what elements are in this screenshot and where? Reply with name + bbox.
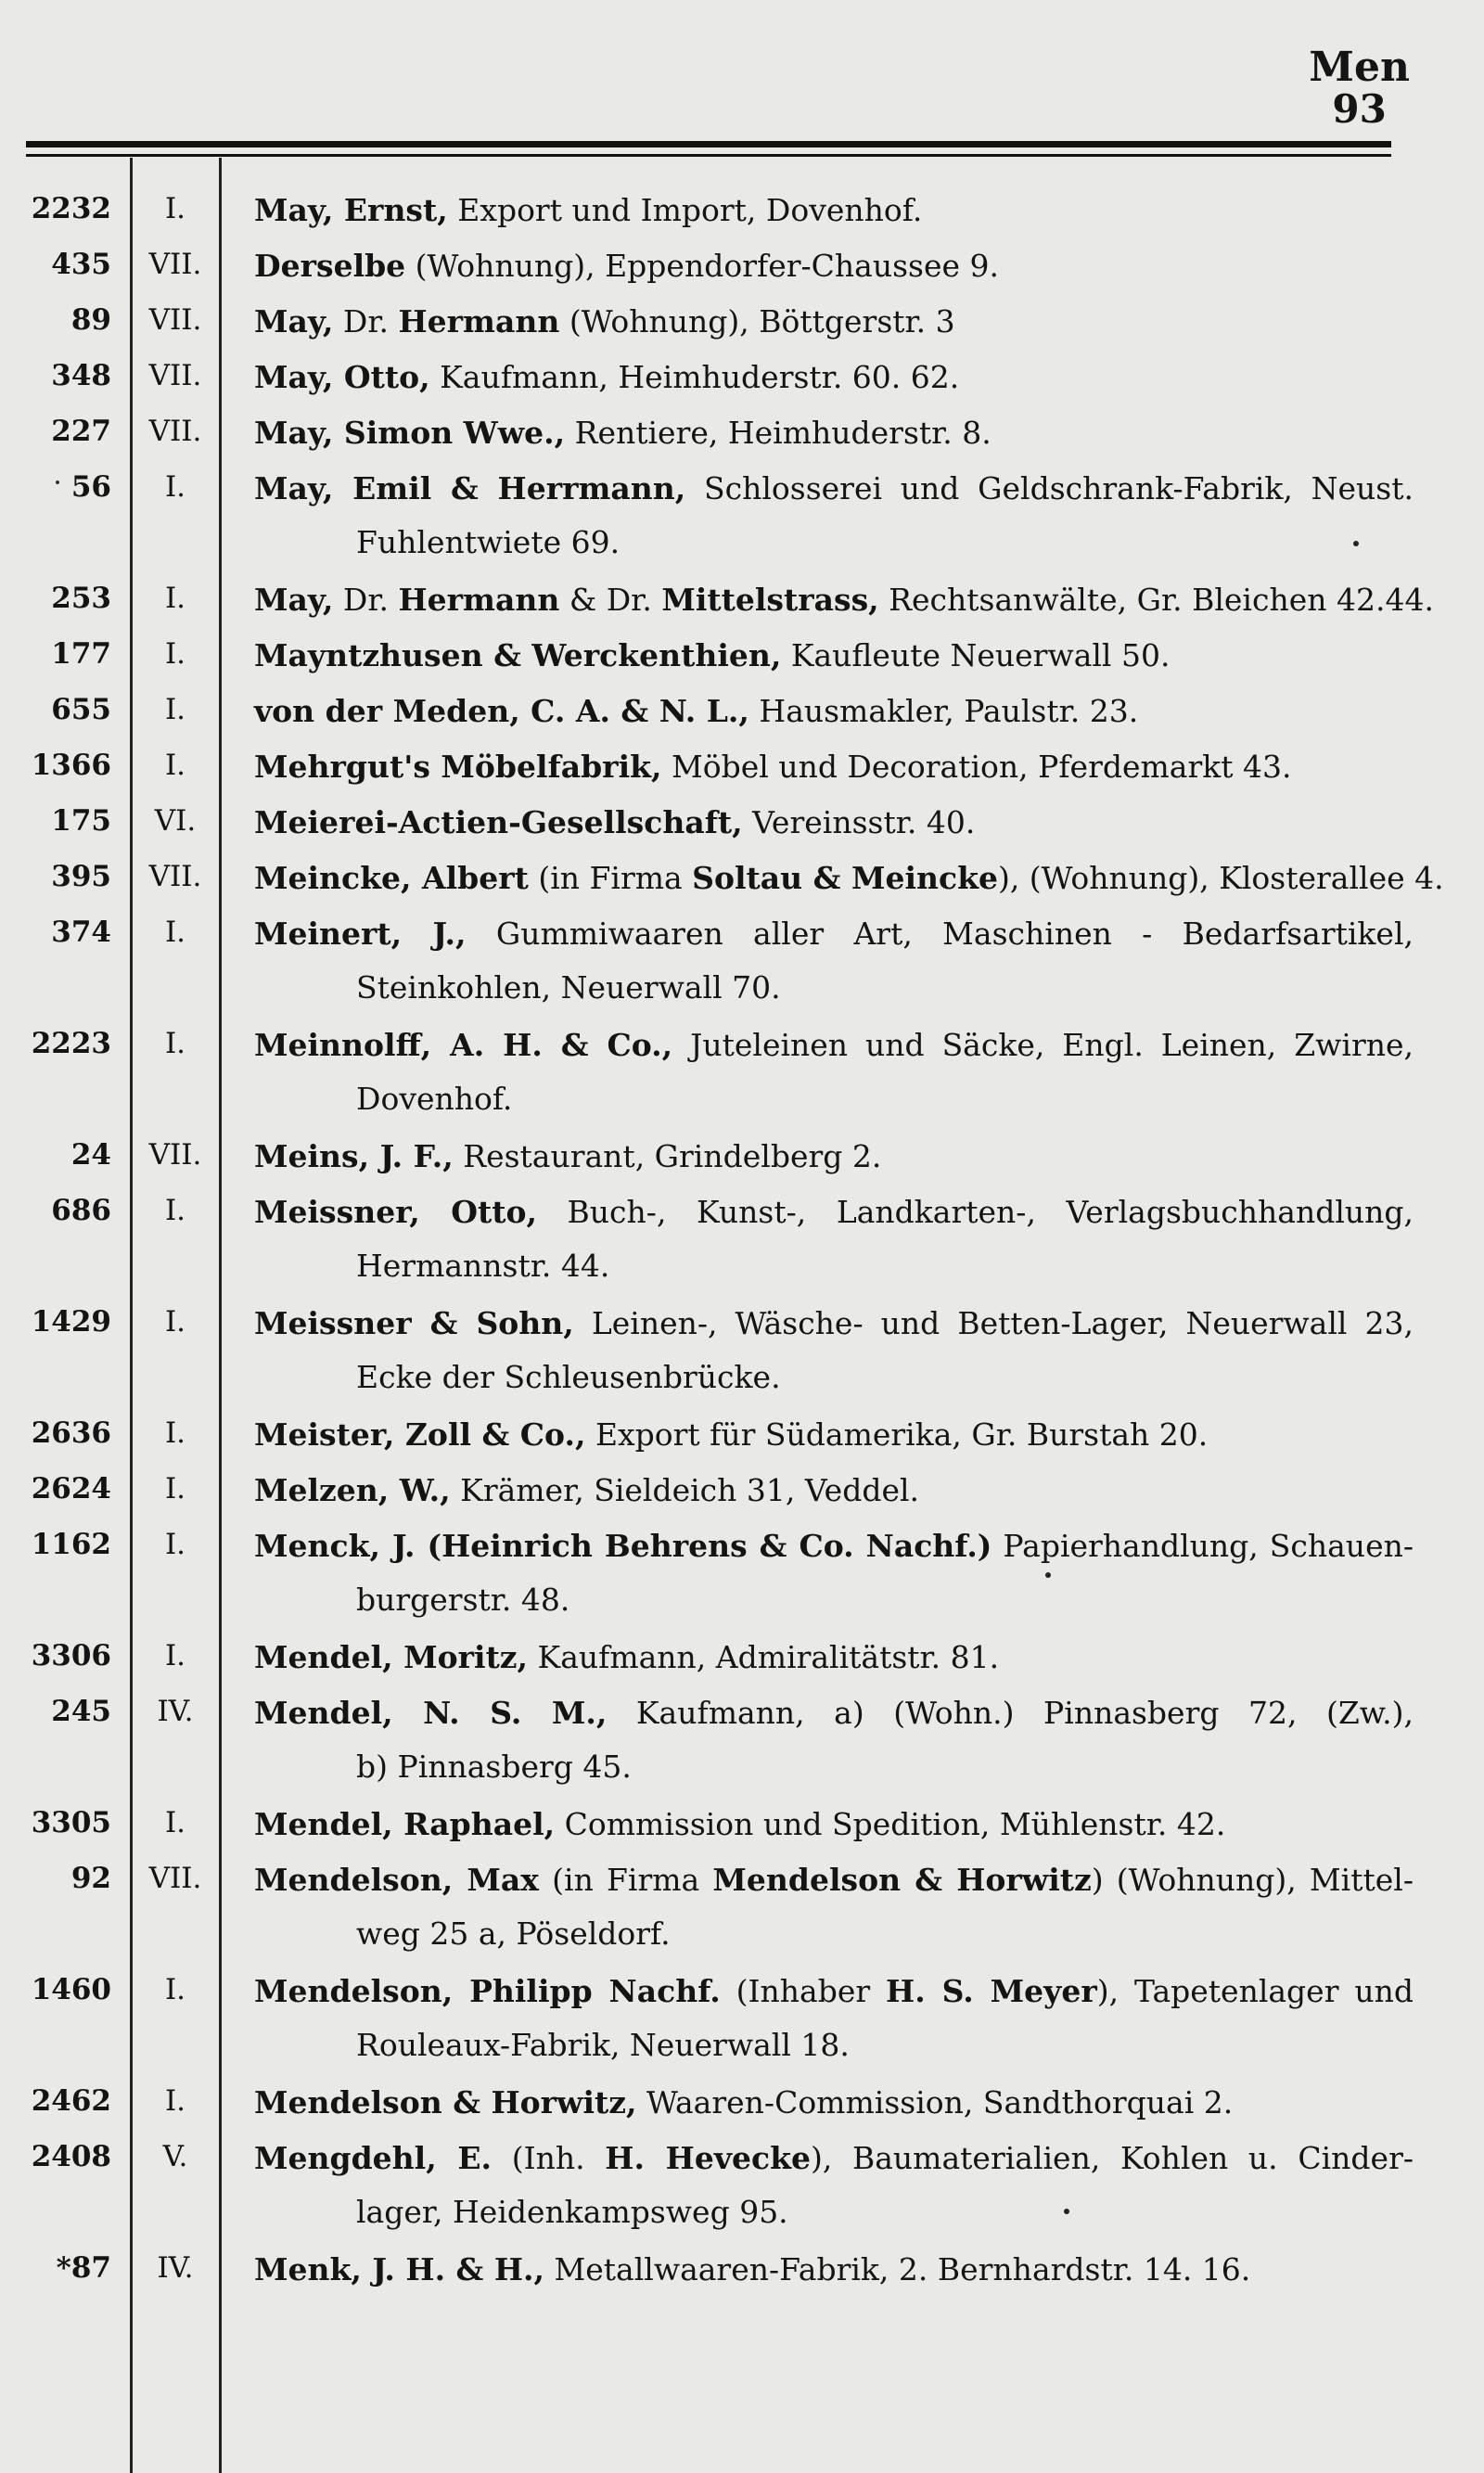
entry-line <box>254 1528 1414 1564</box>
column-divider-number <box>130 158 133 2473</box>
entry-district: VII. <box>148 1138 202 1172</box>
entry-district: I. <box>164 192 186 225</box>
entry-continuation-line <box>254 2194 1414 2230</box>
entry-district: I. <box>164 1806 186 1839</box>
entry-number: 3306 <box>31 1639 111 1672</box>
entry-district: VII. <box>148 1862 202 1895</box>
entry-line <box>254 303 1414 340</box>
entry-name: H. S. Meyer <box>886 1973 1097 2009</box>
entry-number: 1429 <box>31 1305 111 1339</box>
entry-line <box>254 1305 1414 1341</box>
entry-name: Melzen, W., <box>254 1472 451 1508</box>
entry-district: I. <box>164 1416 186 1450</box>
entry-district: I. <box>164 1194 186 1227</box>
entry-detail: Rouleaux-Fabrik, Neuerwall 18. <box>356 2027 850 2063</box>
entry-detail: (Wohnung), Eppendorfer-Chaussee 9. <box>405 248 999 284</box>
entry-detail: Möbel und Decoration, Pferdemarkt 43. <box>661 749 1292 785</box>
entry-line <box>254 2140 1414 2176</box>
entry-number: 2408 <box>31 2140 111 2173</box>
entry-line <box>254 415 1414 451</box>
entry-name: May, <box>254 582 334 618</box>
entry-line <box>254 860 1444 896</box>
entry-district: I. <box>164 916 186 949</box>
entry-line <box>254 1138 1414 1174</box>
entry-number: 395 <box>51 860 111 893</box>
entry-line <box>254 804 1414 840</box>
entry-number: 253 <box>51 582 111 615</box>
entry-district: I. <box>164 582 186 615</box>
entry-detail: Export für Südamerika, Gr. Burstah 20. <box>585 1416 1209 1453</box>
entry-number: 177 <box>51 637 111 671</box>
entry-number: 348 <box>51 359 111 392</box>
entry-detail: (Wohnung), Böttgerstr. 3 <box>559 303 955 340</box>
entry-detail: Juteleinen und Säcke, Engl. Leinen, Zwirne, <box>672 1027 1414 1063</box>
entry-number: 175 <box>51 804 111 838</box>
entry-detail: Kaufmann, Heimhuderstr. 60. 62. <box>429 359 960 395</box>
entry-number: 3305 <box>31 1806 111 1839</box>
entry-detail: Kaufmann, a) (Wohn.) Pinnasberg 72, (Zw.), <box>607 1695 1414 1731</box>
entry-number: 374 <box>51 916 111 949</box>
entry-detail: lager, Heidenkampsweg 95. <box>356 2194 788 2230</box>
entry-detail: ), Baumaterialien, Kohlen u. Cinder- <box>810 2140 1414 2176</box>
entry-line <box>254 1416 1414 1453</box>
entry-name: Menk, J. H. & H., <box>254 2251 544 2287</box>
entry-name: von der Meden, C. A. & N. L., <box>254 693 749 729</box>
entry-detail: ), (Wohnung), Klosterallee 4. <box>997 860 1444 896</box>
entry-number: *87 <box>56 2251 111 2285</box>
entry-district: I. <box>164 1973 186 2006</box>
entry-detail: ), Tapetenlager und <box>1096 1973 1414 2009</box>
entry-line <box>254 1806 1414 1842</box>
entry-number: 2462 <box>31 2084 111 2118</box>
entry-number: 686 <box>51 1194 111 1227</box>
entry-name: Mendelson, Philipp Nachf. <box>254 1973 721 2009</box>
entry-name: Mendelson & Horwitz, <box>254 2084 637 2121</box>
entry-number: 1162 <box>31 1528 111 1561</box>
entry-district: I. <box>164 1027 186 1060</box>
header-rule-thin <box>26 154 1391 157</box>
entry-name: Meinert, J., <box>254 916 467 952</box>
entry-name: Mendelson, Max <box>254 1862 539 1898</box>
entry-name: Mengdehl, E. <box>254 2140 493 2176</box>
entry-name: Meister, Zoll & Co., <box>254 1416 586 1453</box>
entry-detail: Dovenhof. <box>356 1081 513 1117</box>
entry-number: 56 <box>70 470 111 504</box>
entry-district: VI. <box>154 804 197 838</box>
section-abbreviation: Men <box>1309 44 1410 91</box>
entry-detail: Krämer, Sieldeich 31, Veddel. <box>450 1472 920 1508</box>
entry-district: VII. <box>148 359 202 392</box>
entry-district: I. <box>164 470 186 504</box>
entry-name: Mehrgut's Möbelfabrik, <box>254 749 662 785</box>
entry-name: May, Emil & Herrmann, <box>254 470 686 506</box>
entry-name: Meincke, Albert <box>254 860 529 896</box>
entry-name: Mendelson & Horwitz <box>712 1862 1092 1898</box>
entry-district: VII. <box>148 415 202 448</box>
entry-line <box>254 693 1414 729</box>
entry-detail: (in Firma <box>538 1862 713 1898</box>
entry-line <box>254 1973 1414 2009</box>
entry-detail: Dr. <box>333 582 399 618</box>
entry-district: IV. <box>157 1695 194 1728</box>
entry-name: May, Simon Wwe., <box>254 415 566 451</box>
entry-line <box>254 916 1414 952</box>
entry-name: Hermann <box>398 582 560 618</box>
entry-district: VII. <box>148 860 202 893</box>
entry-district: V. <box>162 2140 188 2173</box>
entry-name: Mayntzhusen & Werckenthien, <box>254 637 782 673</box>
entry-name: Hermann <box>398 303 560 340</box>
entry-number: 435 <box>51 248 111 281</box>
entry-district: I. <box>164 1472 186 1506</box>
entry-line <box>254 1695 1414 1731</box>
entry-name: Meissner & Sohn, <box>254 1305 574 1341</box>
entry-line <box>254 248 1414 284</box>
page-number: 93 <box>1332 86 1387 133</box>
entry-continuation-line <box>254 2027 1414 2063</box>
entry-detail: Kaufmann, Admiralitätstr. 81. <box>528 1639 1000 1675</box>
entry-number: 92 <box>70 1862 111 1895</box>
entry-district: I. <box>164 1305 186 1339</box>
entry-district: I. <box>164 2084 186 2118</box>
entry-line <box>254 749 1414 785</box>
entry-district: VII. <box>148 303 202 337</box>
entry-detail: Schlosserei und Geldschrank-Fabrik, Neust. <box>685 470 1414 506</box>
entry-detail: (Inh. <box>492 2140 606 2176</box>
entry-detail: Leinen-, Wäsche- und Betten-Lager, Neuerwall 23, <box>573 1305 1414 1341</box>
entry-detail: Waaren-Commission, Sandthorquai 2. <box>636 2084 1234 2121</box>
entry-detail: burgerstr. 48. <box>356 1582 570 1618</box>
entry-district: I. <box>164 637 186 671</box>
entry-line <box>254 1194 1414 1230</box>
entry-detail: (in Firma <box>528 860 693 896</box>
entry-line <box>254 1027 1414 1063</box>
entry-line <box>254 2251 1414 2287</box>
entry-line <box>254 359 1414 395</box>
entry-detail: weg 25 a, Pöseldorf. <box>356 1916 671 1952</box>
entry-name: H. Hevecke <box>605 2140 811 2176</box>
entry-detail: Vereinsstr. 40. <box>742 804 976 840</box>
entry-detail: Export und Import, Dovenhof. <box>447 192 923 228</box>
entry-name: Soltau & Meincke <box>692 860 998 896</box>
entry-number: 1366 <box>31 749 111 782</box>
entry-name: May, Otto, <box>254 359 430 395</box>
entry-detail: Hausmakler, Paulstr. 23. <box>748 693 1139 729</box>
entry-detail: Rentiere, Heimhuderstr. 8. <box>565 415 991 451</box>
entry-district: I. <box>164 1639 186 1672</box>
entry-detail: b) Pinnasberg 45. <box>356 1749 632 1785</box>
entry-district: I. <box>164 693 186 726</box>
entry-detail: Rechtsanwälte, Gr. Bleichen 42.44. <box>878 582 1434 618</box>
entry-detail: & Dr. <box>559 582 662 618</box>
entry-number: 89 <box>70 303 111 337</box>
entry-detail: (Inhaber <box>720 1973 887 2009</box>
entry-name: May, Ernst, <box>254 192 448 228</box>
page-header <box>1309 44 1410 133</box>
entry-name: Meins, J. F., <box>254 1138 454 1174</box>
entry-line <box>254 1639 1414 1675</box>
entry-name: Mendel, N. S. M., <box>254 1695 608 1731</box>
entry-detail: Restaurant, Grindelberg 2. <box>453 1138 882 1174</box>
entry-number: 227 <box>51 415 111 448</box>
entry-number: 1460 <box>31 1973 111 2006</box>
entry-line <box>254 1472 1414 1508</box>
entry-detail: Fuhlentwiete 69. <box>356 524 620 560</box>
entry-continuation-line <box>254 1749 1414 1785</box>
entry-name: May, <box>254 303 334 340</box>
entry-continuation-line <box>254 1081 1414 1117</box>
entry-detail: ) (Wohnung), Mittel- <box>1091 1862 1414 1898</box>
entry-name: Meissner, Otto, <box>254 1194 537 1230</box>
entry-continuation-line <box>254 1582 1414 1618</box>
entry-detail: Papierhandlung, Schauen- <box>991 1528 1414 1564</box>
entry-line <box>254 192 1414 228</box>
entry-detail: Kaufleute Neuerwall 50. <box>781 637 1171 673</box>
entry-number: 2636 <box>31 1416 111 1450</box>
entry-name: Menck, J. (Heinrich Behrens & Co. Nachf.) <box>254 1528 992 1564</box>
entry-line <box>254 637 1414 673</box>
header-rule-thick <box>26 141 1391 147</box>
entry-line <box>254 2084 1414 2121</box>
entry-continuation-line <box>254 1248 1414 1284</box>
entry-continuation-line <box>254 969 1414 1006</box>
entry-continuation-line <box>254 1916 1414 1952</box>
entry-name: Mendel, Moritz, <box>254 1639 529 1675</box>
entry-district: I. <box>164 1528 186 1561</box>
entry-detail: Buch-, Kunst-, Landkarten-, Verlagsbuchhandlung, <box>536 1194 1414 1230</box>
entry-number: 2223 <box>31 1027 111 1060</box>
entry-detail: Ecke der Schleusenbrücke. <box>356 1359 781 1395</box>
entry-detail: Metallwaaren-Fabrik, 2. Bernhardstr. 14. 16. <box>544 2251 1251 2287</box>
entry-number: 2232 <box>31 192 111 225</box>
entry-district: IV. <box>157 2251 194 2285</box>
entry-name: Mittelstrass, <box>661 582 879 618</box>
column-divider-district <box>219 158 222 2473</box>
entry-line <box>254 582 1434 618</box>
entry-line <box>254 470 1414 506</box>
entry-line <box>254 1862 1414 1898</box>
entry-district: I. <box>164 749 186 782</box>
entry-number: 245 <box>51 1695 111 1728</box>
entry-detail: Commission und Spedition, Mühlenstr. 42. <box>555 1806 1226 1842</box>
entry-detail: Dr. <box>333 303 399 340</box>
entry-detail: Gummiwaaren aller Art, Maschinen - Bedarfsartikel, <box>466 916 1414 952</box>
entry-name: Meinnolff, A. H. & Co., <box>254 1027 673 1063</box>
entry-name: Derselbe <box>254 248 406 284</box>
entry-detail: Steinkohlen, Neuerwall 70. <box>356 969 781 1006</box>
entry-name: Mendel, Raphael, <box>254 1806 556 1842</box>
entry-name: Meierei-Actien-Gesellschaft, <box>254 804 743 840</box>
entry-number: 2624 <box>31 1472 111 1506</box>
entry-continuation-line <box>254 1359 1414 1395</box>
entry-detail: Hermannstr. 44. <box>356 1248 610 1284</box>
entry-number: 655 <box>51 693 111 726</box>
entry-district: VII. <box>148 248 202 281</box>
entry-number: 24 <box>70 1138 111 1172</box>
entry-continuation-line <box>254 524 1414 560</box>
